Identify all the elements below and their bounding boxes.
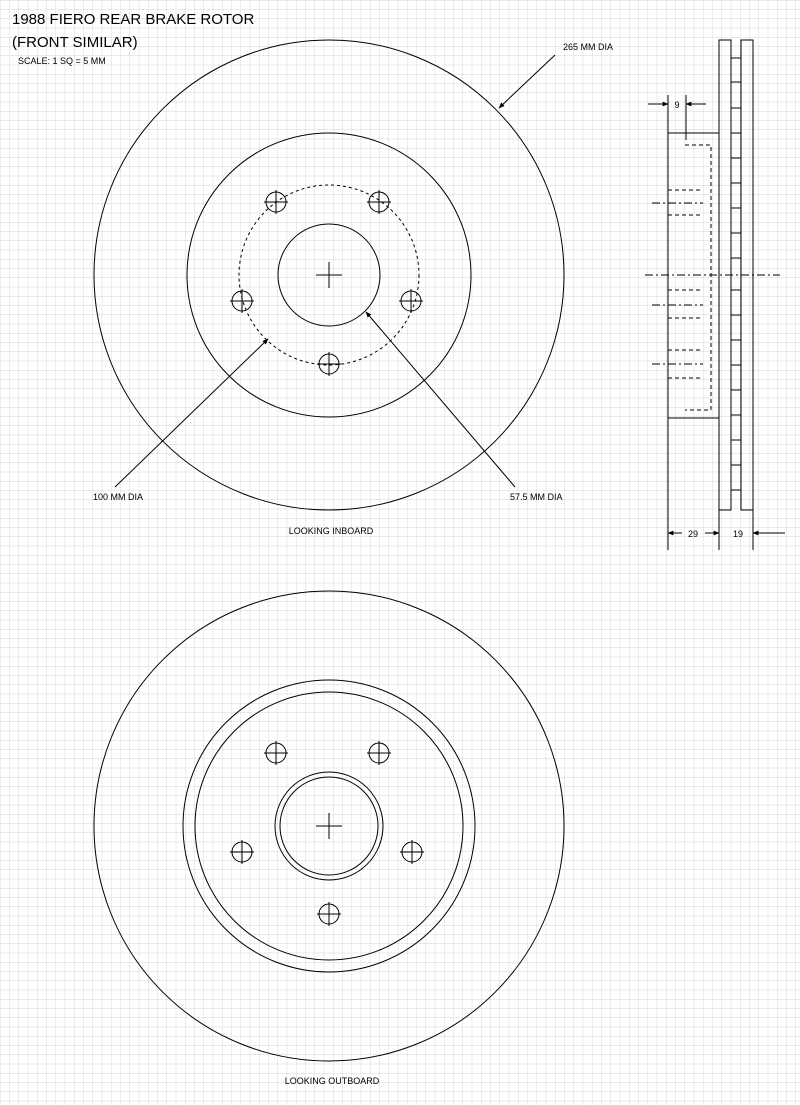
outer-diameter-label: 265 MM DIA <box>563 42 614 52</box>
dim-9-label: 9 <box>674 100 680 110</box>
dim-19-label: 19 <box>732 529 744 539</box>
scale-note: SCALE: 1 SQ = 5 MM <box>18 56 106 66</box>
center-bore-label: 57.5 MM DIA <box>510 492 563 502</box>
bolt-circle-label: 100 MM DIA <box>93 492 144 502</box>
drawing-subtitle: (FRONT SIMILAR) <box>12 34 138 51</box>
drawing-title: 1988 FIERO REAR BRAKE ROTOR <box>12 11 255 28</box>
outboard-caption: LOOKING OUTBOARD <box>284 1076 380 1086</box>
inboard-caption: LOOKING INBOARD <box>288 526 374 536</box>
dim-29-label: 29 <box>687 529 699 539</box>
